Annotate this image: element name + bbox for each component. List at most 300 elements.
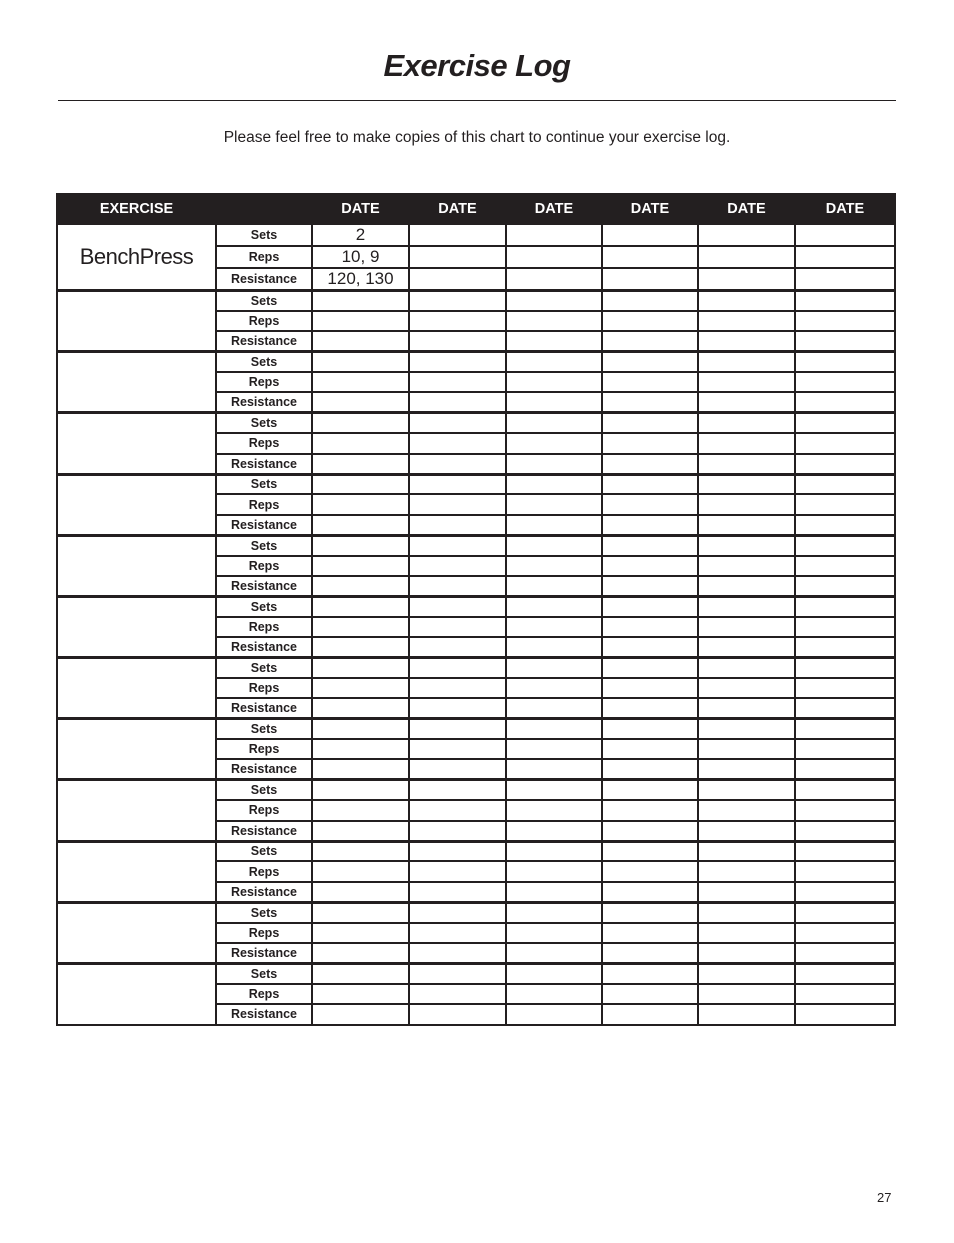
header-date-2: DATE — [409, 194, 506, 224]
log-entry-cell[interactable] — [312, 698, 409, 718]
log-entry-cell[interactable] — [312, 943, 409, 963]
log-entry-cell[interactable] — [409, 984, 506, 1004]
log-entry-cell[interactable] — [698, 821, 795, 841]
log-entry-cell[interactable] — [602, 372, 698, 392]
exercise-name-cell[interactable] — [57, 963, 216, 1024]
table-row — [57, 224, 895, 247]
log-entry-cell[interactable] — [698, 902, 795, 922]
log-entry-cell[interactable] — [602, 556, 698, 576]
log-entry-cell[interactable] — [795, 311, 895, 331]
log-entry-cell[interactable] — [409, 861, 506, 881]
log-entry-cell[interactable] — [698, 331, 795, 351]
log-entry-cell[interactable] — [506, 698, 602, 718]
metric-label: Resistance — [216, 515, 312, 535]
log-entry-cell[interactable] — [312, 780, 409, 800]
log-entry-cell[interactable] — [409, 963, 506, 983]
log-entry-cell[interactable] — [795, 882, 895, 902]
log-entry-cell[interactable] — [602, 963, 698, 983]
log-entry-cell[interactable] — [795, 739, 895, 759]
log-entry-cell[interactable] — [312, 1004, 409, 1024]
log-entry-cell[interactable] — [506, 658, 602, 678]
log-entry-cell[interactable] — [602, 268, 698, 291]
header-row — [57, 194, 895, 224]
log-entry-cell[interactable] — [795, 780, 895, 800]
log-entry-cell[interactable] — [795, 943, 895, 963]
log-entry-cell[interactable] — [795, 1004, 895, 1024]
log-entry-cell[interactable] — [698, 454, 795, 474]
table-row — [57, 841, 895, 861]
header-date-1: DATE — [312, 194, 409, 224]
log-entry-cell[interactable] — [795, 515, 895, 535]
log-entry-cell[interactable] — [506, 576, 602, 596]
exercise-name-cell[interactable] — [57, 780, 216, 841]
log-entry-cell[interactable] — [506, 637, 602, 657]
log-entry-cell[interactable] — [698, 352, 795, 372]
log-entry-cell[interactable] — [409, 882, 506, 902]
table-row — [57, 963, 895, 983]
log-entry-cell[interactable] — [795, 474, 895, 494]
header-date-6: DATE — [795, 194, 895, 224]
log-entry-cell[interactable] — [698, 719, 795, 739]
log-entry-cell[interactable] — [409, 841, 506, 861]
log-entry-cell[interactable] — [409, 454, 506, 474]
log-entry-cell[interactable] — [795, 413, 895, 433]
metric-label: Resistance — [216, 454, 312, 474]
log-entry-cell[interactable] — [795, 433, 895, 453]
log-entry-cell[interactable] — [602, 413, 698, 433]
log-entry-cell[interactable] — [506, 268, 602, 291]
log-entry-cell[interactable] — [602, 454, 698, 474]
log-entry-cell[interactable] — [409, 617, 506, 637]
log-entry-cell[interactable] — [409, 698, 506, 718]
instructions-text: Please feel free to make copies of this chart to continue your exercise log. — [223, 129, 731, 146]
log-entry-cell[interactable] — [409, 780, 506, 800]
metric-label: Resistance — [216, 392, 312, 412]
metric-label: Reps — [216, 494, 312, 514]
table-row — [57, 780, 895, 800]
log-entry-cell[interactable] — [795, 535, 895, 555]
log-entry-cell[interactable] — [409, 637, 506, 657]
log-entry-cell[interactable] — [602, 224, 698, 247]
page-title: Exercise Log — [383, 48, 571, 83]
metric-label: Reps — [216, 617, 312, 637]
log-entry-cell[interactable] — [602, 576, 698, 596]
table-row — [57, 596, 895, 616]
log-entry-cell[interactable] — [312, 494, 409, 514]
log-entry-cell[interactable] — [312, 963, 409, 983]
log-entry-cell[interactable] — [312, 291, 409, 311]
log-entry-cell[interactable] — [795, 719, 895, 739]
header-exercise: EXERCISE — [57, 194, 216, 224]
log-entry-cell[interactable] — [795, 923, 895, 943]
log-entry-cell[interactable] — [312, 923, 409, 943]
metric-label: Resistance — [216, 698, 312, 718]
log-entry-cell[interactable] — [409, 224, 506, 247]
log-entry-cell[interactable] — [698, 535, 795, 555]
log-entry-cell[interactable] — [409, 943, 506, 963]
log-entry-cell[interactable] — [602, 780, 698, 800]
log-entry-cell[interactable] — [602, 658, 698, 678]
log-entry-cell[interactable] — [795, 291, 895, 311]
log-entry-cell[interactable] — [602, 678, 698, 698]
log-entry-cell[interactable] — [795, 698, 895, 718]
log-entry-cell[interactable] — [698, 923, 795, 943]
table-row — [57, 902, 895, 922]
exercise-name-cell[interactable]: BenchPress — [57, 224, 216, 291]
log-entry-cell[interactable] — [698, 515, 795, 535]
log-entry-cell[interactable] — [602, 902, 698, 922]
log-entry-cell[interactable] — [602, 759, 698, 779]
log-entry-cell[interactable] — [506, 861, 602, 881]
log-entry-cell[interactable] — [506, 291, 602, 311]
metric-label: Resistance — [216, 821, 312, 841]
log-entry-cell[interactable] — [698, 494, 795, 514]
log-entry-cell[interactable] — [312, 861, 409, 881]
log-entry-cell[interactable] — [602, 637, 698, 657]
log-entry-cell[interactable] — [506, 719, 602, 739]
log-entry-cell[interactable] — [602, 433, 698, 453]
metric-label: Resistance — [216, 637, 312, 657]
metric-label: Resistance — [216, 576, 312, 596]
log-entry-cell[interactable] — [409, 902, 506, 922]
metric-label: Sets — [216, 291, 312, 311]
log-entry-cell[interactable] — [506, 841, 602, 861]
metric-label: Resistance — [216, 268, 312, 291]
log-entry-cell[interactable] — [506, 739, 602, 759]
log-entry-cell[interactable] — [698, 617, 795, 637]
log-entry-cell[interactable] — [698, 268, 795, 291]
log-entry-cell[interactable] — [795, 637, 895, 657]
log-entry-cell[interactable] — [409, 413, 506, 433]
log-entry-cell[interactable] — [312, 984, 409, 1004]
metric-label: Sets — [216, 658, 312, 678]
log-entry-cell[interactable] — [602, 596, 698, 616]
log-entry-cell[interactable] — [698, 637, 795, 657]
metric-label: Sets — [216, 780, 312, 800]
log-entry-cell[interactable] — [602, 311, 698, 331]
log-entry-cell[interactable] — [506, 780, 602, 800]
log-entry-cell[interactable] — [312, 759, 409, 779]
log-entry-cell[interactable] — [698, 224, 795, 247]
log-entry-cell[interactable] — [312, 454, 409, 474]
log-entry-cell[interactable] — [795, 352, 895, 372]
log-entry-cell[interactable] — [795, 902, 895, 922]
metric-label: Reps — [216, 923, 312, 943]
log-entry-cell[interactable] — [409, 923, 506, 943]
log-entry-cell[interactable] — [506, 413, 602, 433]
log-entry-cell[interactable] — [795, 841, 895, 861]
metric-label: Sets — [216, 902, 312, 922]
log-entry-cell[interactable] — [698, 698, 795, 718]
log-entry-cell[interactable] — [506, 515, 602, 535]
metric-label: Reps — [216, 246, 312, 268]
log-entry-cell[interactable] — [795, 331, 895, 351]
log-entry-cell[interactable] — [506, 800, 602, 820]
log-entry-cell[interactable] — [409, 719, 506, 739]
log-entry-cell[interactable] — [698, 556, 795, 576]
table-row — [57, 719, 895, 739]
log-entry-cell[interactable] — [409, 268, 506, 291]
log-entry-cell[interactable] — [506, 454, 602, 474]
log-entry-cell[interactable] — [795, 392, 895, 412]
exercise-name-cell[interactable] — [57, 474, 216, 535]
log-entry-cell[interactable] — [506, 617, 602, 637]
log-entry-cell[interactable] — [312, 474, 409, 494]
log-entry-cell[interactable] — [602, 882, 698, 902]
log-entry-cell[interactable] — [506, 963, 602, 983]
log-entry-cell[interactable] — [602, 474, 698, 494]
log-entry-cell[interactable] — [312, 678, 409, 698]
metric-label: Resistance — [216, 1004, 312, 1024]
metric-label: Sets — [216, 841, 312, 861]
exercise-name-cell[interactable] — [57, 658, 216, 719]
log-entry-cell[interactable] — [506, 902, 602, 922]
metric-label: Sets — [216, 963, 312, 983]
log-entry-cell[interactable] — [312, 658, 409, 678]
log-entry-cell[interactable] — [506, 433, 602, 453]
log-entry-cell[interactable] — [602, 331, 698, 351]
log-entry-cell[interactable] — [602, 392, 698, 412]
log-entry-cell[interactable] — [506, 224, 602, 247]
log-entry-cell[interactable] — [506, 596, 602, 616]
log-entry-cell[interactable] — [795, 576, 895, 596]
header-date-5: DATE — [698, 194, 795, 224]
log-entry-cell[interactable] — [409, 576, 506, 596]
log-entry-cell[interactable] — [312, 372, 409, 392]
log-entry-cell[interactable] — [409, 352, 506, 372]
log-entry-cell[interactable] — [698, 433, 795, 453]
log-entry-cell[interactable] — [312, 576, 409, 596]
exercise-name-cell[interactable] — [57, 535, 216, 596]
log-entry-cell[interactable] — [312, 596, 409, 616]
exercise-name-cell[interactable] — [57, 719, 216, 780]
log-entry-cell[interactable] — [506, 311, 602, 331]
log-entry-cell[interactable] — [409, 535, 506, 555]
log-entry-cell[interactable] — [602, 291, 698, 311]
log-entry-cell[interactable] — [698, 658, 795, 678]
metric-label: Reps — [216, 739, 312, 759]
metric-label: Reps — [216, 800, 312, 820]
log-entry-cell[interactable] — [312, 902, 409, 922]
log-entry-cell[interactable] — [312, 800, 409, 820]
log-entry-cell[interactable] — [506, 352, 602, 372]
exercise-name-cell[interactable] — [57, 596, 216, 657]
log-entry-cell[interactable] — [409, 515, 506, 535]
log-entry-cell[interactable] — [698, 943, 795, 963]
log-entry-cell[interactable] — [312, 617, 409, 637]
log-entry-cell[interactable] — [602, 494, 698, 514]
log-entry-cell[interactable] — [409, 392, 506, 412]
log-entry-cell[interactable] — [409, 759, 506, 779]
log-entry-cell[interactable] — [409, 331, 506, 351]
log-entry-cell[interactable]: 10, 9 — [312, 246, 409, 268]
log-entry-cell[interactable] — [409, 739, 506, 759]
log-entry-cell[interactable] — [698, 780, 795, 800]
log-entry-cell[interactable] — [698, 1004, 795, 1024]
log-entry-cell[interactable] — [698, 596, 795, 616]
log-entry-cell[interactable] — [602, 617, 698, 637]
log-entry-cell[interactable] — [602, 984, 698, 1004]
log-entry-cell[interactable] — [602, 698, 698, 718]
log-entry-cell[interactable] — [795, 861, 895, 881]
log-entry-cell[interactable] — [506, 392, 602, 412]
page-number: 27 — [877, 1190, 892, 1205]
log-entry-cell[interactable] — [506, 535, 602, 555]
log-entry-cell[interactable] — [506, 494, 602, 514]
log-entry-cell[interactable] — [312, 739, 409, 759]
log-entry-cell[interactable] — [698, 474, 795, 494]
log-entry-cell[interactable] — [698, 246, 795, 268]
log-entry-cell[interactable] — [602, 719, 698, 739]
log-entry-cell[interactable] — [698, 800, 795, 820]
metric-label: Resistance — [216, 943, 312, 963]
log-entry-cell[interactable] — [698, 576, 795, 596]
log-entry-cell[interactable] — [698, 861, 795, 881]
metric-label: Sets — [216, 352, 312, 372]
log-entry-cell[interactable] — [506, 821, 602, 841]
log-entry-cell[interactable] — [698, 759, 795, 779]
log-entry-cell[interactable] — [409, 658, 506, 678]
metric-label: Sets — [216, 413, 312, 433]
log-entry-cell[interactable] — [795, 759, 895, 779]
log-entry-cell[interactable] — [602, 800, 698, 820]
log-entry-cell[interactable]: 120, 130 — [312, 268, 409, 291]
log-entry-cell[interactable] — [602, 535, 698, 555]
log-entry-cell[interactable] — [506, 943, 602, 963]
log-entry-cell[interactable]: 2 — [312, 224, 409, 247]
log-entry-cell[interactable] — [506, 556, 602, 576]
log-entry-cell[interactable] — [795, 372, 895, 392]
exercise-name-cell[interactable] — [57, 352, 216, 413]
log-entry-cell[interactable] — [795, 658, 895, 678]
log-entry-cell[interactable] — [506, 882, 602, 902]
log-entry-cell[interactable] — [312, 556, 409, 576]
log-entry-cell[interactable] — [312, 515, 409, 535]
log-entry-cell[interactable] — [602, 352, 698, 372]
log-entry-cell[interactable] — [312, 882, 409, 902]
log-entry-cell[interactable] — [312, 841, 409, 861]
log-entry-cell[interactable] — [795, 678, 895, 698]
log-entry-cell[interactable] — [602, 739, 698, 759]
log-entry-cell[interactable] — [795, 617, 895, 637]
log-entry-cell[interactable] — [795, 454, 895, 474]
log-entry-cell[interactable] — [795, 268, 895, 291]
log-entry-cell[interactable] — [795, 494, 895, 514]
log-entry-cell[interactable] — [698, 882, 795, 902]
metric-label: Reps — [216, 311, 312, 331]
log-entry-cell[interactable] — [698, 372, 795, 392]
log-entry-cell[interactable] — [795, 596, 895, 616]
log-entry-cell[interactable] — [795, 800, 895, 820]
log-entry-cell[interactable] — [312, 433, 409, 453]
log-entry-cell[interactable] — [409, 494, 506, 514]
log-entry-cell[interactable] — [698, 984, 795, 1004]
log-entry-cell[interactable] — [312, 392, 409, 412]
log-entry-cell[interactable] — [409, 678, 506, 698]
log-entry-cell[interactable] — [409, 433, 506, 453]
log-entry-cell[interactable] — [795, 963, 895, 983]
log-entry-cell[interactable] — [795, 246, 895, 268]
log-entry-cell[interactable] — [506, 246, 602, 268]
log-entry-cell[interactable] — [506, 923, 602, 943]
log-entry-cell[interactable] — [506, 474, 602, 494]
log-entry-cell[interactable] — [312, 331, 409, 351]
log-entry-cell[interactable] — [602, 1004, 698, 1024]
log-entry-cell[interactable] — [312, 535, 409, 555]
log-entry-cell[interactable] — [312, 821, 409, 841]
header-date-4: DATE — [602, 194, 698, 224]
log-entry-cell[interactable] — [795, 224, 895, 247]
exercise-name-cell[interactable] — [57, 841, 216, 902]
log-entry-cell[interactable] — [602, 923, 698, 943]
log-entry-cell[interactable] — [409, 372, 506, 392]
log-entry-cell[interactable] — [602, 821, 698, 841]
log-entry-cell[interactable] — [312, 352, 409, 372]
log-entry-cell[interactable] — [409, 311, 506, 331]
log-entry-cell[interactable] — [409, 246, 506, 268]
metric-label: Reps — [216, 372, 312, 392]
log-entry-cell[interactable] — [602, 943, 698, 963]
log-entry-cell[interactable] — [698, 678, 795, 698]
log-entry-cell[interactable] — [506, 331, 602, 351]
log-entry-cell[interactable] — [698, 311, 795, 331]
log-entry-cell[interactable] — [602, 515, 698, 535]
metric-label: Reps — [216, 984, 312, 1004]
exercise-log-body — [57, 224, 895, 1025]
log-entry-cell[interactable] — [409, 800, 506, 820]
table-row — [57, 474, 895, 494]
log-entry-cell[interactable] — [506, 1004, 602, 1024]
log-entry-cell[interactable] — [698, 413, 795, 433]
log-entry-cell[interactable] — [312, 637, 409, 657]
log-entry-cell[interactable] — [698, 841, 795, 861]
metric-label: Reps — [216, 861, 312, 881]
log-entry-cell[interactable] — [409, 1004, 506, 1024]
log-entry-cell[interactable] — [698, 739, 795, 759]
log-entry-cell[interactable] — [506, 984, 602, 1004]
table-row — [57, 535, 895, 555]
table-row — [57, 291, 895, 311]
log-entry-cell[interactable] — [795, 984, 895, 1004]
log-entry-cell[interactable] — [409, 596, 506, 616]
log-entry-cell[interactable] — [409, 291, 506, 311]
log-entry-cell[interactable] — [698, 963, 795, 983]
log-entry-cell[interactable] — [506, 372, 602, 392]
log-entry-cell[interactable] — [409, 821, 506, 841]
log-entry-cell[interactable] — [602, 246, 698, 268]
log-entry-cell[interactable] — [602, 841, 698, 861]
log-entry-cell[interactable] — [312, 311, 409, 331]
metric-label: Sets — [216, 224, 312, 247]
log-entry-cell[interactable] — [409, 556, 506, 576]
log-entry-cell[interactable] — [795, 821, 895, 841]
log-entry-cell[interactable] — [506, 678, 602, 698]
log-entry-cell[interactable] — [698, 392, 795, 412]
exercise-log-table — [56, 193, 896, 1026]
exercise-name-cell[interactable] — [57, 413, 216, 474]
log-entry-cell[interactable] — [409, 474, 506, 494]
log-entry-cell[interactable] — [795, 556, 895, 576]
table-row — [57, 352, 895, 372]
log-entry-cell[interactable] — [698, 291, 795, 311]
exercise-name-cell[interactable] — [57, 902, 216, 963]
title-divider — [58, 100, 896, 101]
log-entry-cell[interactable] — [312, 413, 409, 433]
exercise-name-cell[interactable] — [57, 291, 216, 352]
log-entry-cell[interactable] — [602, 861, 698, 881]
log-entry-cell[interactable] — [312, 719, 409, 739]
log-entry-cell[interactable] — [506, 759, 602, 779]
